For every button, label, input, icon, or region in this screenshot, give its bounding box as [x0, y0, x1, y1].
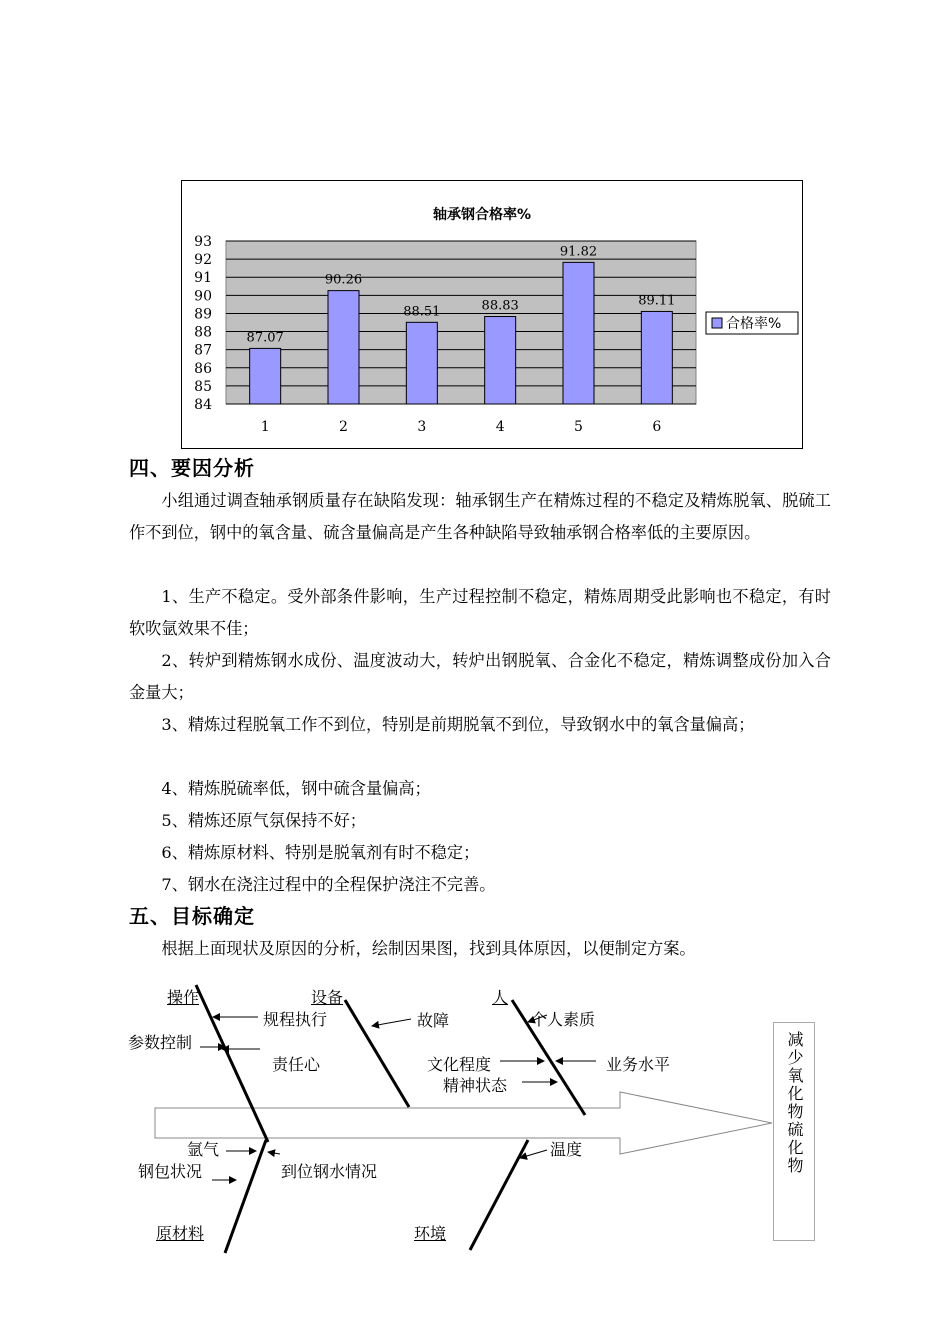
y-tick-label: 87 [194, 342, 212, 359]
category-operation: 操作 [167, 988, 200, 1007]
data-label: 90.26 [324, 272, 363, 288]
x-tick-label: 3 [417, 419, 427, 435]
bone-equipment [345, 1000, 409, 1107]
y-tick-label: 85 [194, 378, 212, 395]
cause-responsibility: 责任心 [272, 1055, 321, 1074]
data-label: 88.51 [403, 304, 441, 320]
category-environment: 环境 [414, 1224, 447, 1243]
arrow-steel [268, 1152, 280, 1154]
y-tick-label: 92 [194, 252, 212, 269]
cause-education: 文化程度 [427, 1055, 492, 1074]
section5-intro: 根据上面现状及原因的分析，绘制因果图，找到具体原因，以便制定方案。 [161, 939, 696, 958]
bone-material [225, 1140, 266, 1253]
cause-temperature: 温度 [550, 1140, 583, 1159]
legend-label: 合格率% [726, 316, 782, 332]
cause-params: 参数控制 [128, 1033, 193, 1052]
arrow-fault [372, 1019, 411, 1026]
x-tick-label: 5 [574, 419, 583, 435]
effect-label: 减少氧化物硫化物 [785, 1031, 804, 1175]
cause-item-4: 4、精炼脱硫率低，钢中硫含量偏高； [161, 779, 431, 798]
cause-item-2: 2、转炉到精炼钢水成份、温度波动大，转炉出钢脱氧、合金化不稳定，精炼调整成份加入合金量大； [129, 651, 831, 702]
cause-steel: 到位钢水情况 [281, 1162, 378, 1181]
cause-fault: 故障 [417, 1011, 450, 1030]
cause-item-3: 3、精炼过程脱氧工作不到位，特别是前期脱氧不到位，导致钢水中的氧含量偏高； [161, 715, 755, 734]
section4-heading: 四、要因分析 [129, 456, 255, 480]
y-tick-label: 88 [194, 324, 212, 341]
cause-item-7: 7、钢水在浇注过程中的全程保护浇注不完善。 [161, 875, 496, 894]
cause-rules: 规程执行 [263, 1010, 328, 1029]
cause-ladle: 钢包状况 [138, 1162, 203, 1181]
category-people: 人 [492, 988, 509, 1007]
y-tick-label: 93 [194, 234, 212, 250]
cause-business: 业务水平 [606, 1055, 671, 1074]
y-tick-label: 89 [194, 306, 212, 323]
data-label: 89.11 [638, 293, 676, 309]
section5-heading: 五、目标确定 [129, 904, 255, 928]
cause-spirit: 精神状态 [443, 1076, 508, 1095]
cause-item-1: 1、生产不稳定。受外部条件影响，生产过程控制不稳定，精炼周期受此影响也不稳定，有时软吹氩效果不佳； [129, 587, 831, 638]
y-tick-label: 90 [194, 288, 212, 305]
category-equipment: 设备 [311, 988, 344, 1007]
x-tick-label: 1 [260, 419, 270, 435]
chart-title: 轴承钢合格率% [432, 207, 532, 223]
section4-intro: 小组通过调查轴承钢质量存在缺陷发现：轴承钢生产在精炼过程的不稳定及精炼脱氧、脱硫工作不到位，钢中的氧含量、硫含量偏高是产生各种缺陷导致轴承钢合格率低的主要原因。 [129, 491, 831, 542]
category-material: 原材料 [156, 1224, 205, 1243]
x-tick-label: 6 [652, 419, 662, 435]
spine-arrow [155, 1092, 772, 1154]
data-label: 88.83 [481, 298, 519, 314]
x-tick-label: 4 [495, 419, 505, 435]
cause-item-5: 5、精炼还原气氛保持不好； [161, 811, 366, 830]
cause-quality: 个人素质 [531, 1010, 596, 1029]
data-label: 87.07 [246, 330, 284, 346]
y-tick-label: 86 [194, 360, 212, 377]
bone-environment [470, 1140, 528, 1250]
effect-box [773, 1022, 815, 1241]
arrow-temperature [520, 1150, 547, 1158]
y-tick-label: 84 [194, 397, 212, 413]
data-label: 91.82 [559, 244, 598, 260]
x-tick-label: 2 [339, 419, 348, 435]
cause-item-6: 6、精炼原材料、特别是脱氧剂有时不稳定； [161, 843, 480, 862]
cause-argon: 氩气 [187, 1140, 220, 1159]
y-tick-label: 91 [194, 270, 212, 287]
